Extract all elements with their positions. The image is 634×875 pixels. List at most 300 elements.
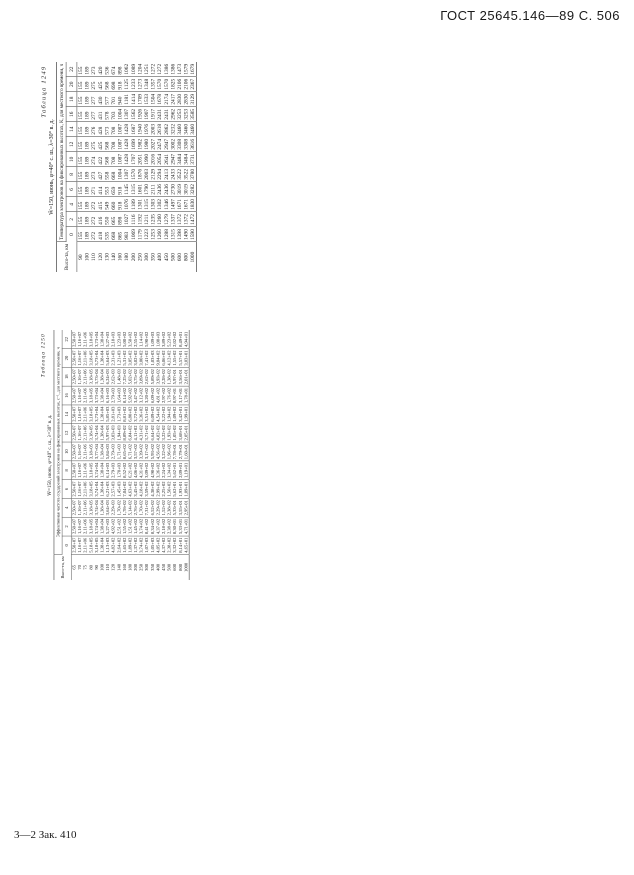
column-header: 2 xyxy=(66,212,77,227)
table-cell: 1303 xyxy=(149,199,156,210)
table-cell: 189 xyxy=(83,216,90,225)
table-cell: 1,64+03 xyxy=(116,387,122,404)
table-cell: 3,75+02 xyxy=(132,369,139,385)
table-cell: 2,50+07 xyxy=(71,425,77,441)
table-cell: 1,52+02 xyxy=(160,500,167,516)
table-cell: 155 xyxy=(77,111,84,120)
table-cell: 2,09+01 xyxy=(177,462,183,478)
table-cell: 698 xyxy=(110,81,117,90)
height-value: 300 xyxy=(143,253,150,262)
height-value: 90 xyxy=(77,254,84,260)
table-cell: 2,11+06 xyxy=(82,350,88,366)
table-cell: 983 xyxy=(123,231,130,240)
table-cell: 1260 xyxy=(156,229,163,240)
table-cell: 1,14+02 xyxy=(138,331,144,347)
table-cell: 2,11+06 xyxy=(82,425,88,441)
table-cell: 4,18+02 xyxy=(138,481,144,497)
value-column xyxy=(77,182,196,197)
table-cell: 189 xyxy=(83,96,90,105)
table-cell: 1,09+02 xyxy=(172,406,178,422)
row-header: Высо-та, км xyxy=(54,555,71,580)
table-cell: 273 xyxy=(90,171,97,180)
table-cell: 1116 xyxy=(130,214,136,225)
table-cell: 1414 xyxy=(130,93,136,105)
table-cell: 1790 xyxy=(143,183,150,195)
table-cell: 3129 xyxy=(189,93,196,105)
table-cell: 8,81+02 xyxy=(121,406,127,422)
table-cell: 3,72+02 xyxy=(132,406,139,422)
value-column xyxy=(77,92,196,107)
table-cell: 1076 xyxy=(123,199,130,210)
table-cell: 5,90+02 xyxy=(144,331,150,347)
table-cell: 1,16+07 xyxy=(77,537,83,553)
table-cell: 189 xyxy=(83,126,90,135)
table-cell: 2,79+03 xyxy=(110,462,116,478)
table-cell: 2,01+01 xyxy=(183,369,189,385)
column-header: 22 xyxy=(62,330,71,348)
table-cell: 431 xyxy=(97,111,103,120)
table-cell: 1315 xyxy=(143,199,150,210)
table-cell: 1428 xyxy=(123,123,130,135)
table-cell: 1,16+07 xyxy=(77,425,83,441)
table-cell: 155 xyxy=(77,81,84,90)
table-cell: 1699 xyxy=(130,138,136,150)
table-cell: 1,55+02 xyxy=(121,518,127,535)
table-cell: 1825 xyxy=(169,78,176,90)
table-cell: 1,37+02 xyxy=(132,537,139,553)
table-cell: 8,41+02 xyxy=(144,518,150,535)
table-cell: 1,16+07 xyxy=(77,500,83,516)
table-cell: 1179 xyxy=(136,229,143,240)
table-cell: 3,50+02 xyxy=(127,331,133,347)
table-cell: 898 xyxy=(116,66,123,75)
table-cell: 3,18+05 xyxy=(88,387,94,404)
table-cell: 2,50+07 xyxy=(71,481,77,497)
table-cell: 1,94+03 xyxy=(116,425,122,441)
table-cell: 918 xyxy=(116,81,123,90)
table-cell: 6,84+02 xyxy=(127,425,133,441)
table-cell: 6,64+02 xyxy=(149,425,155,441)
table-cell: 3460 xyxy=(182,123,189,135)
height-value: 1000 xyxy=(189,251,196,263)
table-cell: 1288 xyxy=(163,229,169,240)
table-cell: 5,33+01 xyxy=(172,500,178,516)
table-cell: 1,89+02 xyxy=(127,537,133,553)
table-cell: 1,96+02 xyxy=(166,444,172,460)
column-header: 14 xyxy=(66,122,77,137)
table-cell: 2,11+06 xyxy=(82,331,88,347)
table-cell: 3,18+05 xyxy=(93,537,99,553)
table-cell: 3,09+02 xyxy=(144,462,150,478)
table-cell: 1687 xyxy=(130,123,136,135)
table-cell: 6,09+02 xyxy=(149,387,155,404)
table-cell: 4,05+02 xyxy=(155,537,161,553)
value-column xyxy=(71,498,189,517)
table-cell: 1348 xyxy=(143,78,150,90)
table-cell: 3,42+01 xyxy=(177,406,183,422)
table-cell: 5,97+01 xyxy=(172,369,178,385)
table-cell: 1,23+03 xyxy=(116,331,122,347)
value-column xyxy=(77,77,196,92)
table-cell: 665 xyxy=(110,216,117,225)
table-cell: 4,56+02 xyxy=(155,444,161,460)
table-cell: 155 xyxy=(77,156,84,165)
table-cell: 3019 xyxy=(182,183,189,195)
data-table-1250 xyxy=(54,330,190,580)
table-cell: 189 xyxy=(83,66,90,75)
table-cell: 5,97+03 xyxy=(105,425,111,441)
table-cell: 3308 xyxy=(182,138,189,150)
table-cell: 155 xyxy=(77,66,84,75)
table-cell: 1125 xyxy=(123,79,130,90)
table-cell: 553 xyxy=(103,186,110,195)
table-cell: 701 xyxy=(110,96,117,105)
table-cell: 3,55+01 xyxy=(177,500,183,516)
table-cell: 1601 xyxy=(136,183,143,195)
table-cell: 3253 xyxy=(176,108,183,120)
table-cell: 2,18+02 xyxy=(160,518,167,535)
table-cell: 2,50+07 xyxy=(71,369,77,385)
table-cell: 1,08+03 xyxy=(155,331,161,347)
table-cell: 3,74+04 xyxy=(93,425,99,441)
table-cell: 1,16+07 xyxy=(77,481,83,497)
table-cell: 8,30+01 xyxy=(172,518,178,535)
table-cell: 272 xyxy=(90,216,97,225)
table-cell: 5,02+02 xyxy=(127,369,133,385)
table-cell: 2830 xyxy=(182,93,189,105)
table-cell: 1707 xyxy=(130,153,136,165)
page-header xyxy=(440,8,620,23)
table-cell: 577 xyxy=(103,96,110,105)
table-cell: 1917 xyxy=(149,108,156,120)
table-cell: 3,71+02 xyxy=(144,425,150,441)
value-column xyxy=(71,442,189,461)
table-cell: 1678 xyxy=(156,93,163,105)
table-cell: 3,36+02 xyxy=(155,462,161,478)
table-cell: 155 xyxy=(77,96,84,105)
table-cell: 1181 xyxy=(123,94,130,105)
table-cell: 5,92+02 xyxy=(127,387,133,404)
table-cell: 271 xyxy=(90,186,97,195)
height-value: 400 xyxy=(156,253,163,262)
table-cell: 1,16+07 xyxy=(77,444,83,460)
table-cell: 1,07+03 xyxy=(144,537,150,553)
table-cell: 2,11+06 xyxy=(82,481,88,497)
table-cell: 1211 xyxy=(143,214,150,225)
table-cell: 2051 xyxy=(136,153,143,165)
value-column xyxy=(71,480,189,499)
table-cell: 5,62+01 xyxy=(172,462,178,478)
table-cell: 1,03+03 xyxy=(149,350,155,366)
table-cell: 1504 xyxy=(149,93,156,105)
table-cell: 155 xyxy=(77,201,84,210)
table-cell: 1386 xyxy=(169,63,176,75)
table-cell: 1,16+07 xyxy=(77,331,83,347)
table-cell: 3585 xyxy=(189,108,196,120)
table-cell: 3,74+04 xyxy=(93,481,99,497)
height-value: 200 xyxy=(130,253,136,262)
table-cell: 2,38+02 xyxy=(166,518,172,535)
table-cell: 1,70+02 xyxy=(116,500,122,516)
table-cell: 5,23+02 xyxy=(166,331,172,347)
table-cell: 2,29+03 xyxy=(110,500,116,516)
table-cell: 1,50+02 xyxy=(166,481,172,497)
table-cell: 3,00+02 xyxy=(138,350,144,366)
table-cell: 1273 xyxy=(136,78,143,90)
height-value: 140 xyxy=(110,253,117,262)
table-cell: 1372 xyxy=(182,214,189,225)
table-cell: 1235 xyxy=(149,214,156,225)
table-cell: 4,71+01 xyxy=(183,518,189,535)
table-cell: 3,32+02 xyxy=(172,537,178,553)
table-cell: 1,16+07 xyxy=(77,462,83,478)
height-value: 600 xyxy=(172,563,178,571)
table-cell: 9,04+02 xyxy=(155,350,161,366)
table-cell: 1272 xyxy=(149,63,156,75)
table-cell: 1,16+07 xyxy=(77,406,83,422)
table-cell: 1192 xyxy=(136,214,143,225)
table-cell: 1490 xyxy=(182,229,189,240)
table-cell: 6,06+02 xyxy=(160,350,167,366)
table-cell: 1279 xyxy=(163,214,169,225)
value-column xyxy=(77,137,196,152)
table-cell: 5,31+02 xyxy=(121,350,127,366)
table-cell: 1253 xyxy=(149,229,156,240)
value-column xyxy=(77,167,196,182)
table-cell: 2003 xyxy=(149,123,156,135)
table-cell: 1982 xyxy=(136,138,143,150)
height-value: 160 xyxy=(121,563,127,571)
table-cell: 6,14+03 xyxy=(105,462,111,478)
table-cell: 1,48+03 xyxy=(116,369,122,385)
table-cell: 2,02+02 xyxy=(172,331,178,347)
table-cell: 2,28+02 xyxy=(160,369,167,385)
table-cell: 277 xyxy=(90,96,97,105)
table-cell: 6,80+02 xyxy=(127,406,133,422)
table-cell: 275 xyxy=(90,141,97,150)
column-header: 8 xyxy=(66,167,77,182)
table-cell: 568 xyxy=(103,81,110,90)
table-cell: 1223 xyxy=(143,229,150,240)
table-cell: 3,45+02 xyxy=(132,481,139,497)
table-cell: 2,95+01 xyxy=(183,500,189,516)
table-cell: 2947 xyxy=(163,138,169,150)
heights-column xyxy=(77,242,196,272)
table-cell: 4,98+02 xyxy=(149,462,155,478)
table-cell: 1204 xyxy=(136,63,143,75)
table-cell: 5,27+03 xyxy=(105,518,111,535)
height-value: 300 xyxy=(144,563,150,571)
table-cell: 2830 xyxy=(176,93,183,105)
table-cell: 4,11+02 xyxy=(132,425,139,441)
table-cell: 155 xyxy=(77,231,84,240)
table-cell: 5,14+02 xyxy=(127,500,133,516)
table-cell: 3,57+02 xyxy=(132,444,139,460)
table-cell: 1,99+01 xyxy=(183,406,189,422)
table-cell: 2,29+02 xyxy=(155,500,161,516)
table-cell: 3,74+02 xyxy=(138,537,144,553)
table-cell: 1,78+01 xyxy=(183,387,189,404)
table-cell: 1,70+03 xyxy=(116,462,122,478)
table-cell: 7,31+02 xyxy=(144,500,150,516)
table-cell: 3,22+02 xyxy=(160,406,167,422)
table-cell: 1671 xyxy=(176,199,183,210)
table-cell: 3,20+02 xyxy=(144,387,150,404)
table-cell: 2111 xyxy=(149,184,156,195)
table-cell: 155 xyxy=(77,171,84,180)
value-column xyxy=(77,197,196,212)
table-cell: 1027 xyxy=(123,214,130,225)
table-cell: 1533 xyxy=(143,93,150,105)
height-value: 100 xyxy=(99,563,105,571)
table-cell: 189 xyxy=(83,201,90,210)
table-cell: 1315 xyxy=(130,183,136,195)
table-cell: 1,55+02 xyxy=(172,350,178,366)
table-cell: 2,11+06 xyxy=(82,519,88,535)
table-cell: 2,51+02 xyxy=(116,518,122,535)
table-cell: 155 xyxy=(77,216,84,225)
height-value: 80 xyxy=(88,565,94,570)
table-cell: 1,38+04 xyxy=(99,500,105,516)
height-value: 70 xyxy=(77,565,83,570)
column-header: 2 xyxy=(62,517,71,536)
table-cell: 1,38+04 xyxy=(99,462,105,478)
value-column xyxy=(77,152,196,167)
table-cell: 2,18+03 xyxy=(110,331,116,347)
table-cell: 7,78+01 xyxy=(172,444,178,460)
value-column xyxy=(71,330,189,348)
table-cell: 674 xyxy=(110,66,117,75)
table-cell: 2,50+07 xyxy=(71,462,77,478)
table-cell: 189 xyxy=(83,231,90,240)
table-cell: 414 xyxy=(97,186,103,195)
table-cell: 3,74+04 xyxy=(93,500,99,516)
table-cell: 2016 xyxy=(149,153,156,165)
footer-order-mark: 3—2 Зак. 410 xyxy=(14,829,77,841)
table-cell: 703 xyxy=(110,111,117,120)
column-header: 6 xyxy=(62,480,71,499)
table-cell: 3,64+03 xyxy=(105,500,111,516)
table-cell: 3,59+02 xyxy=(144,481,150,497)
column-header: 10 xyxy=(66,152,77,167)
table-cell: 1497 xyxy=(169,199,176,210)
value-column xyxy=(77,107,196,122)
table-cell: 918 xyxy=(116,186,123,195)
table-cell: 1,38+02 xyxy=(166,369,172,385)
table-cell: 1830 xyxy=(189,199,196,210)
table-cell: 536 xyxy=(103,66,110,75)
table-cell: 568 xyxy=(103,156,110,165)
table-cell: 1301 xyxy=(136,199,143,210)
table-cell: 2,50+07 xyxy=(71,518,77,535)
table-cell: 1,73+03 xyxy=(116,406,122,422)
table-cell: 2431 xyxy=(156,108,163,120)
table-cell: 155 xyxy=(77,186,84,195)
table-cell: 1,65+02 xyxy=(121,537,127,553)
table-cell: 3308 xyxy=(176,138,183,150)
table-cell: 6,21+02 xyxy=(127,462,133,478)
table-cell: 558 xyxy=(103,171,110,180)
table-cell: 1,16+07 xyxy=(77,369,83,385)
table-cell: 1,45+03 xyxy=(116,481,122,497)
table-cell: 3,74+02 xyxy=(138,518,144,535)
table-cell: 3,73+04 xyxy=(93,331,99,347)
table-cell: 2,79+03 xyxy=(110,387,116,404)
table-cell: 4,37+02 xyxy=(155,518,161,535)
table-cell: 422 xyxy=(97,156,103,165)
table-cell: 1,05+03 xyxy=(149,537,155,553)
table-cell: 1,38+04 xyxy=(99,350,105,366)
table-cell: 1473 xyxy=(176,63,183,75)
table-cell: 3019 xyxy=(176,183,183,195)
table-cell: 4,82+02 xyxy=(110,537,116,553)
table-cell: 2431 xyxy=(163,108,169,120)
table-cell: 6,09+02 xyxy=(149,406,155,422)
table-cell: 918 xyxy=(116,201,123,210)
table-cell: 3,73+04 xyxy=(93,406,99,422)
table-cell: 1562 xyxy=(130,108,136,120)
table-cell: 2730 xyxy=(169,183,176,195)
table-cell: 5,57+01 xyxy=(177,350,183,366)
value-column xyxy=(77,227,196,242)
table-cell: 1709 xyxy=(136,93,143,105)
table-cell: 3780 xyxy=(189,168,196,180)
column-header: 4 xyxy=(62,498,71,517)
table-cell: 4,31+02 xyxy=(138,425,144,441)
table-cell: 8,89+02 xyxy=(121,425,127,441)
height-value: 500 xyxy=(166,563,172,571)
height-value: 120 xyxy=(110,563,116,571)
heights-column xyxy=(71,555,189,580)
table-cell: 708 xyxy=(110,126,117,135)
table-cell: 7,25+02 xyxy=(121,369,127,385)
table-cell: 2,50+07 xyxy=(71,406,77,422)
table-cell: 3,18+05 xyxy=(88,500,94,516)
table-cell: 1,16+07 xyxy=(77,387,83,404)
table-cell: 1,38+04 xyxy=(99,369,105,385)
table-cell: 1,93+02 xyxy=(166,425,172,441)
table-cell: 1272 xyxy=(156,63,163,75)
table-cell: 189 xyxy=(83,81,90,90)
table-cell: 2962 xyxy=(169,108,176,120)
table-cell: 274 xyxy=(90,156,97,165)
table-cell: 5,27+03 xyxy=(105,331,111,347)
table-cell: 430 xyxy=(97,96,103,105)
table-1250-rotated xyxy=(40,330,189,580)
table-cell: 1907 xyxy=(143,108,150,120)
table-cell: 865 xyxy=(116,231,123,240)
table-cell: 1251 xyxy=(143,63,150,75)
table-cell: 3,89+02 xyxy=(138,369,144,385)
table-cell: 2641 xyxy=(163,153,169,165)
table-cell: 1,38+04 xyxy=(99,537,105,553)
height-value: 1000 xyxy=(183,562,189,572)
table-cell: 2,62+03 xyxy=(110,369,116,385)
table-cell: 3,18+05 xyxy=(88,425,94,441)
table-cell: 6,24+03 xyxy=(105,369,111,385)
table-cell: 2862 xyxy=(163,123,169,135)
table-cell: 189 xyxy=(83,186,90,195)
table-cell: 6,21+03 xyxy=(105,481,111,497)
value-column xyxy=(71,536,189,555)
table-cell: 189 xyxy=(83,111,90,120)
table-cell: 3,17+02 xyxy=(144,444,150,460)
table-label: Таблица 1250 xyxy=(40,333,47,378)
value-column xyxy=(77,212,196,227)
table-cell: 8,34+02 xyxy=(149,518,155,535)
table-cell: 1,21+03 xyxy=(116,350,122,366)
table-cell: 3,73+04 xyxy=(93,369,99,385)
